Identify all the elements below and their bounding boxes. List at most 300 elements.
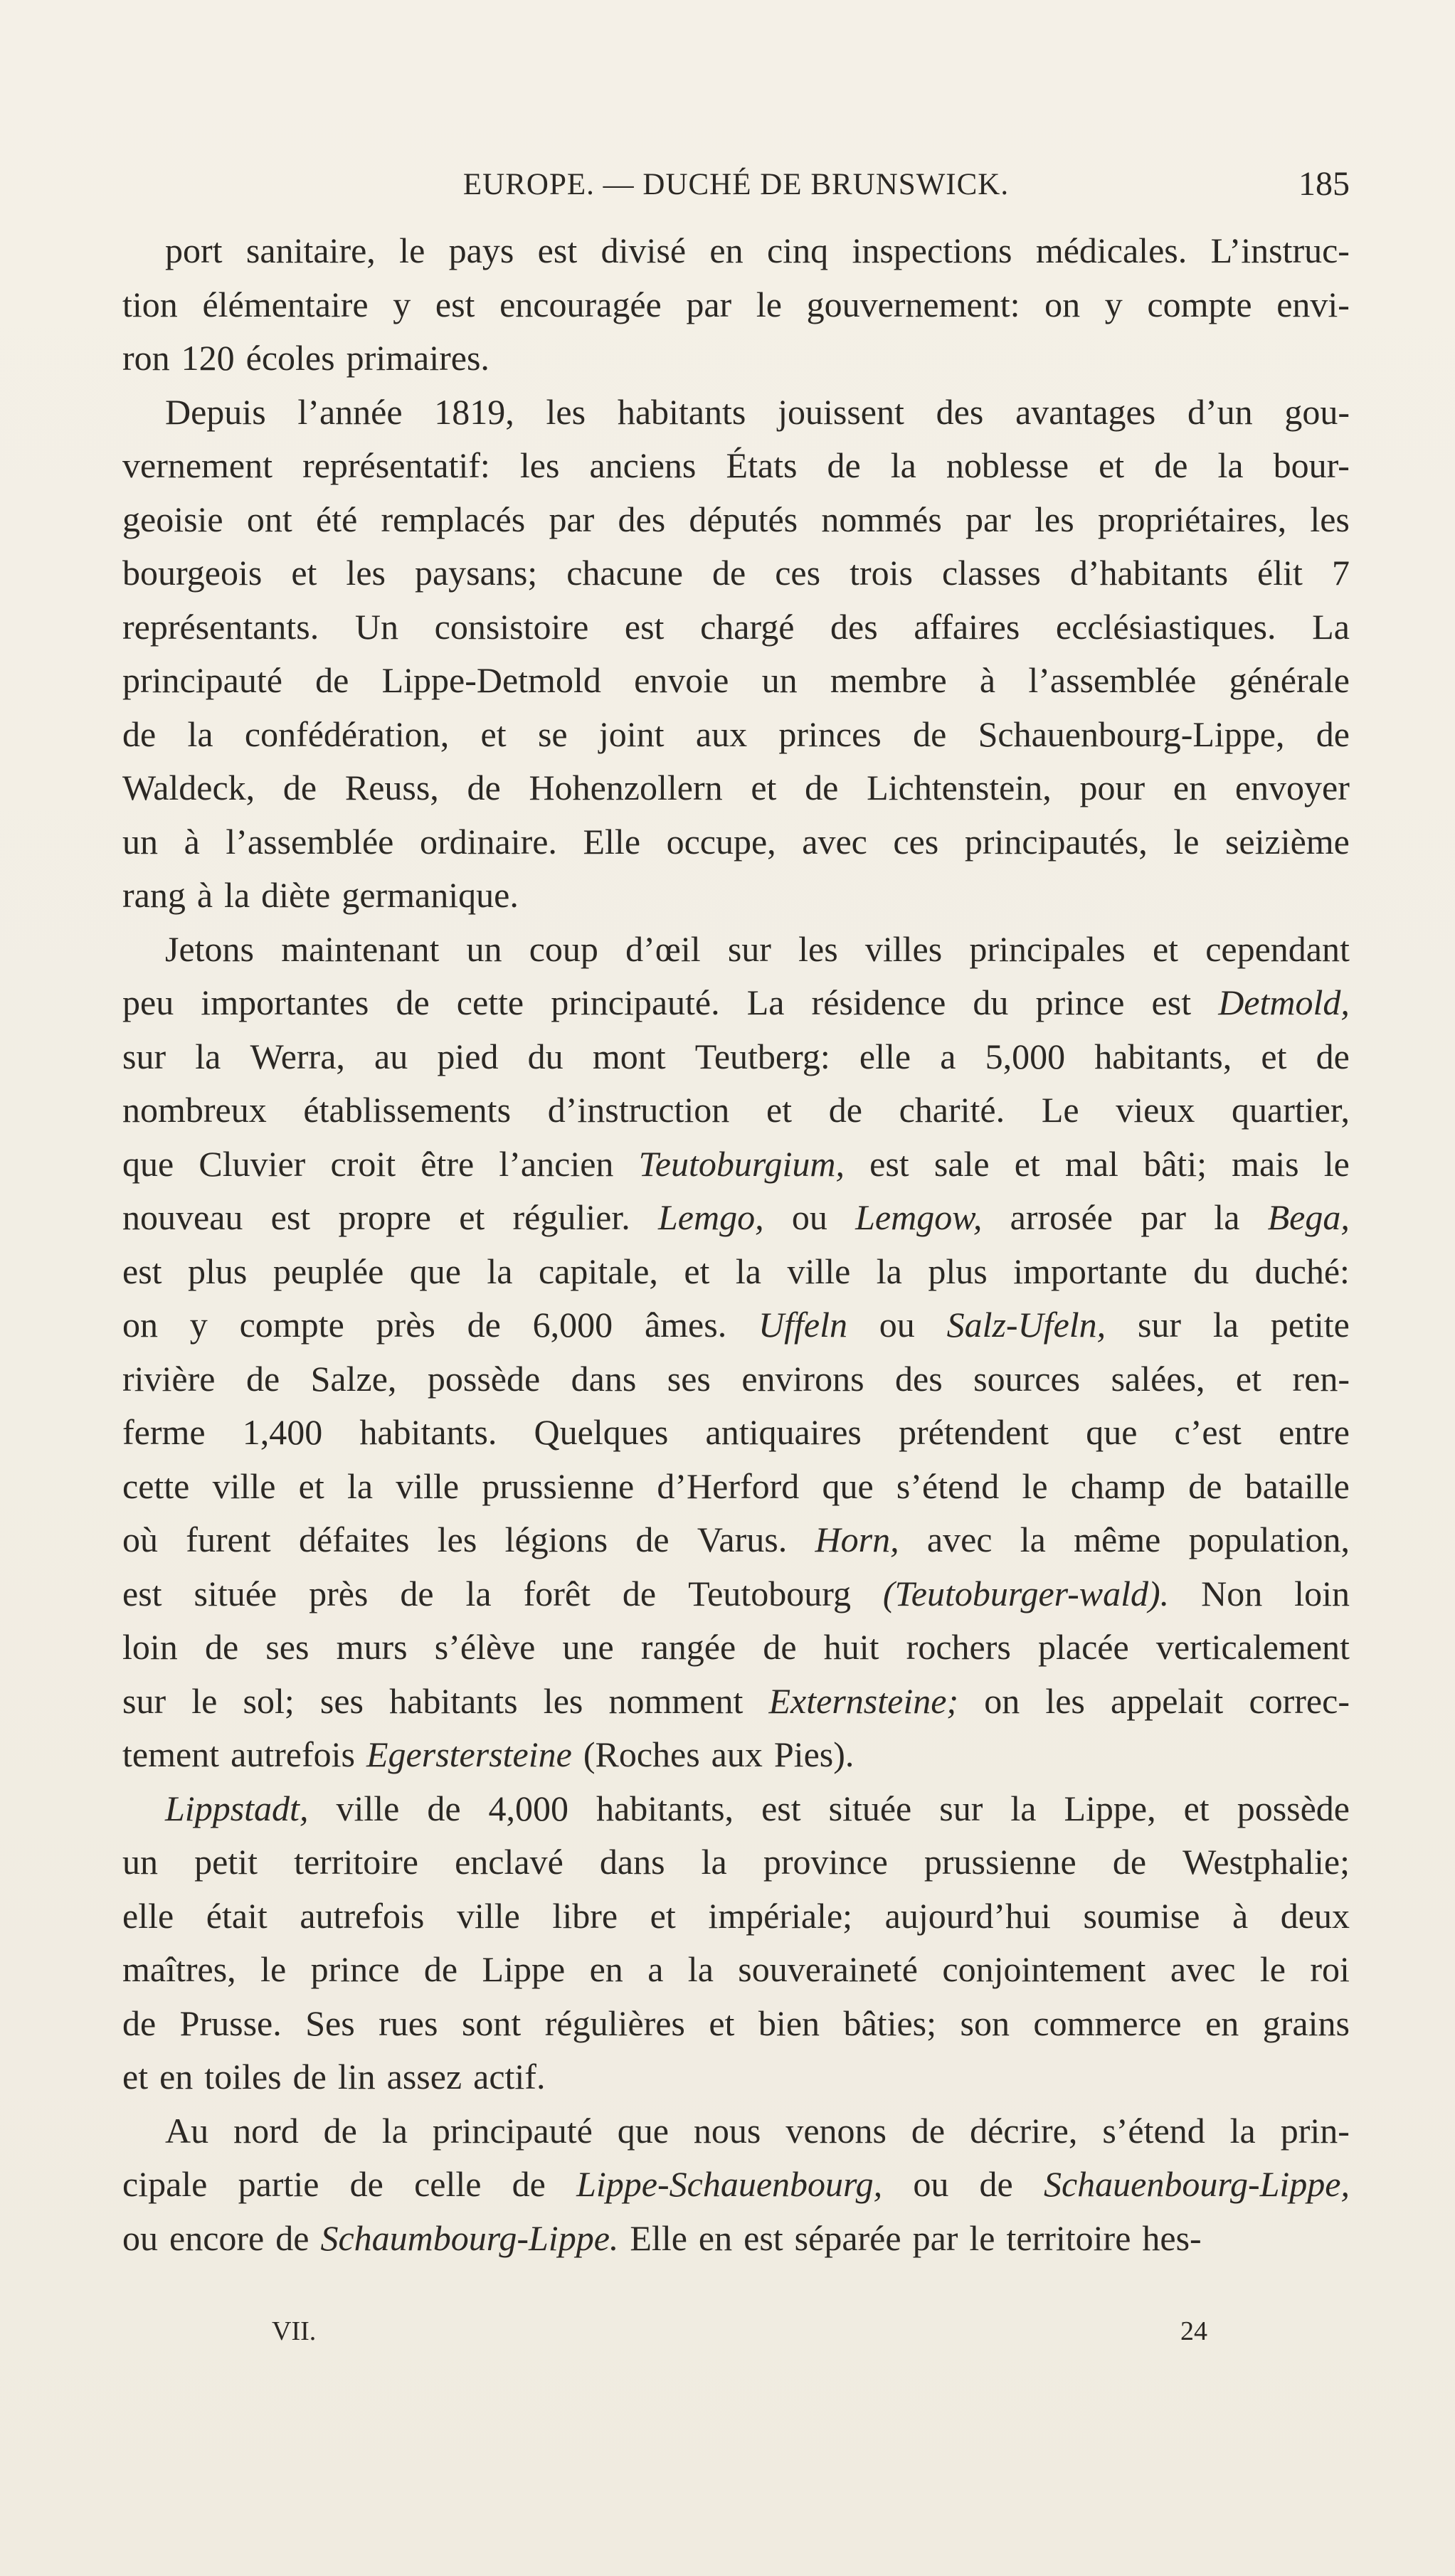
word: compte (1147, 284, 1252, 324)
word: ou (791, 1197, 827, 1237)
page-text-block (122, 153, 1350, 2265)
word: est (744, 2217, 783, 2258)
word: dans (599, 1842, 665, 1882)
word: Teutobourg (688, 1573, 851, 1613)
word: la (876, 1251, 902, 1291)
word: l’année (297, 391, 403, 432)
word: Lippe (482, 1949, 566, 1989)
text-line (122, 224, 1350, 278)
word: rues (379, 2003, 438, 2043)
word: habitants (617, 391, 746, 432)
word: enclavé (455, 1842, 564, 1882)
word: élémentaire (202, 284, 369, 324)
word: est (624, 606, 665, 647)
word: appelait (1111, 1680, 1224, 1721)
word: sur (939, 1788, 983, 1828)
word: bâti; (1143, 1143, 1207, 1184)
word: (Teutoburger-wald). (882, 1573, 1170, 1613)
word: le (260, 1949, 287, 1989)
word: et (1014, 1143, 1040, 1184)
word: ses (319, 1680, 364, 1721)
word: principales (969, 928, 1126, 969)
word: et (766, 1090, 793, 1130)
word: ces (775, 553, 821, 593)
word: des (830, 606, 878, 647)
word: a (647, 1949, 664, 1989)
word: Au (165, 2110, 209, 2151)
word: d’Herford (657, 1465, 800, 1506)
word: par (686, 284, 732, 324)
paragraph (122, 2104, 1350, 2266)
word: confédération, (244, 714, 450, 754)
word: nomment (608, 1680, 744, 1721)
word: est (1151, 982, 1192, 1022)
word: est (761, 1788, 801, 1828)
word: c’est (1174, 1412, 1242, 1452)
word: Schauenbourg-Lippe, (978, 714, 1285, 754)
word: L’instruc- (1210, 230, 1350, 270)
word: sources (973, 1358, 1081, 1399)
word: on (1044, 284, 1081, 324)
word: un (466, 928, 502, 969)
word: ou (879, 1305, 915, 1345)
word: générale (1229, 660, 1350, 700)
word: gouvernement: (806, 284, 1020, 324)
word: territoire (1006, 2217, 1131, 2258)
word: son (960, 2003, 1010, 2043)
word: 4,000 (488, 1788, 569, 1828)
word: roi (1310, 1949, 1350, 1989)
word: murs (336, 1627, 408, 1667)
word: prince (1035, 982, 1125, 1022)
text-line (122, 600, 1350, 654)
word: y (393, 284, 411, 324)
text-line (122, 1513, 1350, 1567)
word: propre (338, 1197, 431, 1237)
word: divisé (600, 230, 687, 270)
word: légions (504, 1520, 608, 1559)
word: vieux (1116, 1090, 1195, 1130)
word: de (805, 768, 839, 807)
word: habitants. (359, 1412, 497, 1452)
text-line (122, 546, 1350, 600)
word: les (346, 553, 386, 593)
text-line (122, 1782, 1350, 1836)
word: été (316, 499, 358, 539)
word: de (763, 1627, 797, 1667)
word: soumise (1083, 1895, 1200, 1936)
word: les (1310, 499, 1350, 539)
word: se (537, 714, 568, 754)
word: inspections (852, 230, 1012, 270)
word: seizième (1224, 821, 1350, 862)
word: la (1010, 1788, 1037, 1828)
word: par (1141, 1197, 1187, 1237)
word: Schaumbourg-Lippe. (320, 2217, 619, 2258)
word: le (1323, 1143, 1350, 1184)
word: de (512, 2164, 546, 2204)
word: un (122, 1842, 158, 1882)
word: située (828, 1788, 912, 1828)
word: de (245, 1358, 280, 1399)
signature-mark: 24 (1180, 2316, 1207, 2346)
word: Prusse. (179, 2003, 282, 2043)
word: Jetons (165, 928, 254, 969)
paragraph (122, 224, 1350, 386)
word: 120 (181, 338, 235, 378)
word: tion (122, 284, 178, 324)
word: loin (1294, 1573, 1350, 1613)
word: petit (194, 1842, 258, 1882)
word: envi- (1276, 284, 1350, 324)
word: Externsteine; (768, 1680, 959, 1721)
word: deux (1280, 1895, 1350, 1936)
word: habitants (389, 1680, 518, 1721)
word: de (275, 2217, 309, 2258)
word: ron (122, 338, 170, 378)
word: grains (1262, 2003, 1350, 2043)
word: loin (122, 1627, 178, 1667)
word: l’ancien (499, 1143, 614, 1184)
word: de (349, 2164, 383, 2204)
word: est (122, 1251, 162, 1291)
word: de (292, 2057, 327, 2097)
word: nous (693, 2110, 761, 2151)
word: peuplée (273, 1251, 384, 1291)
word: Lippstadt, (165, 1788, 309, 1828)
word: territoire (294, 1842, 418, 1882)
word: que (822, 1465, 874, 1506)
word: et (122, 2057, 149, 2097)
word: s’étend (1102, 2110, 1205, 2151)
word: La (746, 982, 785, 1022)
word: assez (386, 2057, 462, 2097)
word: duché: (1254, 1251, 1350, 1291)
word: et (684, 1251, 710, 1291)
word: Lippe, (1064, 1788, 1156, 1828)
word: verticalement (1155, 1627, 1350, 1667)
word: s’élève (434, 1627, 536, 1667)
word: et (650, 1895, 676, 1936)
word: actif. (473, 2057, 546, 2097)
text-line (122, 1943, 1350, 1997)
word: ferme (122, 1412, 206, 1452)
word: nord (233, 2110, 299, 2151)
word: de (828, 1090, 862, 1130)
word: arrosée (1010, 1197, 1113, 1237)
word: même (1074, 1520, 1161, 1559)
word: petite (1270, 1305, 1350, 1345)
word: en (159, 2057, 194, 2097)
word: résidence (811, 982, 946, 1022)
word: ses (265, 1627, 309, 1667)
word: députés (689, 499, 798, 539)
text-line (122, 1083, 1350, 1138)
word: diète (261, 875, 331, 915)
word: Egerstersteine (366, 1734, 572, 1774)
word: Lichtenstein, (867, 768, 1052, 807)
word: de (1154, 445, 1188, 485)
word: la (1212, 1305, 1239, 1345)
word: de (622, 1573, 657, 1613)
word: sanitaire, (245, 230, 376, 270)
word: venons (785, 2110, 887, 2151)
paragraph (122, 386, 1350, 923)
word: du (1193, 1251, 1229, 1291)
word: les (798, 928, 838, 969)
word: commerce (1033, 2003, 1182, 2043)
word: sale (933, 1143, 990, 1184)
word: le (1259, 1949, 1286, 1989)
word: importantes (201, 982, 369, 1022)
word: la (195, 1036, 221, 1076)
word: des (936, 391, 984, 432)
word: placée (1038, 1627, 1129, 1667)
word: un (122, 821, 158, 862)
text-line (122, 439, 1350, 493)
word: ou (913, 2164, 949, 2204)
text-line (122, 1621, 1350, 1675)
word: Depuis (165, 391, 266, 432)
text-line (122, 332, 1350, 386)
text-line (122, 1298, 1350, 1352)
word: près (309, 1573, 369, 1613)
running-header (122, 153, 1350, 224)
word: ville (456, 1895, 520, 1936)
word: rochers (906, 1627, 1011, 1667)
word: est (435, 284, 475, 324)
word: celle (414, 2164, 482, 2204)
word: ont (246, 499, 292, 539)
word: des (618, 499, 666, 539)
word: âmes. (644, 1305, 727, 1345)
word: par (912, 2217, 958, 2258)
text-line (122, 869, 1350, 923)
word: de (913, 714, 947, 754)
word: Schauenbourg-Lippe, (1043, 2164, 1350, 2204)
word: à (196, 875, 213, 915)
word: près (376, 1305, 435, 1345)
word: Pies). (773, 1734, 855, 1774)
word: Le (1041, 1090, 1079, 1130)
word: le (191, 1680, 218, 1721)
word: du (527, 1036, 564, 1076)
word: le (1022, 1465, 1048, 1506)
text-line (122, 278, 1350, 332)
word: pays (448, 230, 514, 270)
word: les (1035, 499, 1074, 539)
word: La (1312, 606, 1350, 647)
word: ville (787, 1251, 851, 1291)
word: pied (437, 1036, 499, 1076)
word: des (895, 1358, 943, 1399)
word: a (940, 1036, 956, 1076)
word: Detmold, (1218, 982, 1350, 1022)
word: 6,000 (532, 1305, 613, 1345)
text-line (122, 386, 1350, 440)
word: toiles (204, 2057, 282, 2097)
word: un (761, 660, 798, 700)
word: l’assemblée (226, 821, 394, 862)
word: rangée (640, 1627, 736, 1667)
word: était (206, 1895, 268, 1936)
word: l’assemblée (1028, 660, 1197, 700)
word: de (315, 660, 349, 700)
word: prin- (1280, 2110, 1350, 2151)
word: et (298, 1465, 324, 1506)
word: ville (396, 1465, 460, 1506)
paragraph (122, 923, 1350, 1782)
word: ville (212, 1465, 276, 1506)
word: les (546, 391, 586, 432)
word: et (480, 714, 507, 754)
word: de (423, 1949, 458, 1989)
word: à (979, 660, 996, 700)
volume-number: VII. (272, 2316, 317, 2346)
word: Westphalie; (1182, 1842, 1350, 1882)
word: nouveau (122, 1197, 243, 1237)
word: la (187, 714, 213, 754)
word: paysans; (414, 553, 538, 593)
word: médicales. (1035, 230, 1187, 270)
word: Werra, (250, 1036, 345, 1076)
word: (Roches (583, 1734, 700, 1774)
word: est (537, 230, 578, 270)
word: établissements (303, 1090, 512, 1130)
text-line (122, 1030, 1350, 1084)
word: prétendent (899, 1412, 1049, 1452)
word: envoyer (1234, 768, 1350, 807)
word: le (1173, 821, 1200, 862)
word: chargé (700, 606, 795, 647)
text-line (122, 976, 1350, 1030)
word: conjointement (942, 1949, 1146, 1989)
word: la (381, 2110, 408, 2151)
word: séparée (794, 2217, 901, 2258)
word: villes (864, 928, 943, 969)
word: souveraineté (738, 1949, 918, 1989)
word: aux (711, 1734, 763, 1774)
word: que (1086, 1412, 1138, 1452)
word: province (763, 1842, 888, 1882)
word: élit (1257, 553, 1303, 593)
text-line (122, 761, 1350, 815)
word: en (589, 1949, 623, 1989)
word: furent (186, 1520, 271, 1559)
word: de (204, 1627, 239, 1667)
word: la (1020, 1520, 1046, 1559)
word: la (1217, 445, 1244, 485)
word: principautés, (964, 821, 1148, 862)
word: ces (893, 821, 939, 862)
word: la (487, 1251, 513, 1291)
word: hes- (1142, 2217, 1202, 2258)
word: la (687, 1949, 714, 1989)
word: mais (1232, 1143, 1299, 1184)
word: décrire, (970, 2110, 1078, 2151)
word: possède (1237, 1788, 1350, 1828)
word: Teutoburgium, (638, 1143, 845, 1184)
word: capitale, (538, 1251, 658, 1291)
text-line (122, 923, 1350, 977)
word: encore (169, 2217, 265, 2258)
word: cette (456, 982, 524, 1022)
word: la (890, 445, 916, 485)
word: au (374, 1036, 408, 1076)
word: coup (529, 928, 598, 969)
word: que (409, 1251, 461, 1291)
word: bataille (1244, 1465, 1350, 1506)
word: membre (830, 660, 947, 700)
word: le (399, 230, 425, 270)
word: les (543, 1680, 583, 1721)
word: elle (859, 1036, 911, 1076)
word: prussienne (482, 1465, 635, 1506)
word: rivière (122, 1358, 216, 1399)
text-line (122, 2158, 1350, 2212)
word: Waldeck, (122, 768, 255, 807)
text-line (122, 1191, 1350, 1245)
word: Horn, (815, 1520, 899, 1559)
word: population, (1188, 1520, 1350, 1559)
word: habitants, (1094, 1036, 1232, 1076)
word: être (420, 1143, 475, 1184)
word: la (1229, 2110, 1256, 2151)
word: par (549, 499, 595, 539)
word: plus (188, 1251, 248, 1291)
word: Quelques (534, 1412, 669, 1452)
word: Lippe-Detmold (381, 660, 601, 700)
word: par (965, 499, 1011, 539)
word: joint (598, 714, 665, 754)
word: ou (122, 2217, 158, 2258)
word: prince (310, 1949, 400, 1989)
word: États (726, 445, 798, 485)
text-line (122, 2104, 1350, 2158)
word: aujourd’hui (884, 1895, 1051, 1936)
word: gou- (1284, 391, 1350, 432)
word: Elle (583, 821, 641, 862)
text-line (122, 1675, 1350, 1729)
word: défaites (298, 1520, 410, 1559)
text-line (122, 2212, 1350, 2266)
word: ren- (1292, 1358, 1350, 1399)
word: de (1316, 714, 1350, 754)
word: propriétaires, (1097, 499, 1287, 539)
text-line (122, 1889, 1350, 1944)
word: sol; (243, 1680, 295, 1721)
word: huit (823, 1627, 879, 1667)
word: dans (571, 1358, 637, 1399)
text-line (122, 708, 1350, 762)
word: Uffeln (758, 1305, 847, 1345)
word: autrefois (300, 1895, 425, 1936)
word: de (1316, 1036, 1350, 1076)
word: 1819, (434, 391, 514, 432)
word: Lippe-Schauenbourg, (576, 2164, 883, 2204)
word: Salze, (310, 1358, 397, 1399)
word: ses (667, 1358, 711, 1399)
word: et (459, 1197, 485, 1237)
word: plus (928, 1251, 988, 1291)
word: les (437, 1520, 477, 1559)
word: 5,000 (985, 1036, 1066, 1076)
word: à (184, 821, 200, 862)
word: de (911, 2110, 946, 2151)
word: s’étend (896, 1465, 1000, 1506)
word: et (1261, 1036, 1287, 1076)
word: maîtres, (122, 1949, 236, 1989)
